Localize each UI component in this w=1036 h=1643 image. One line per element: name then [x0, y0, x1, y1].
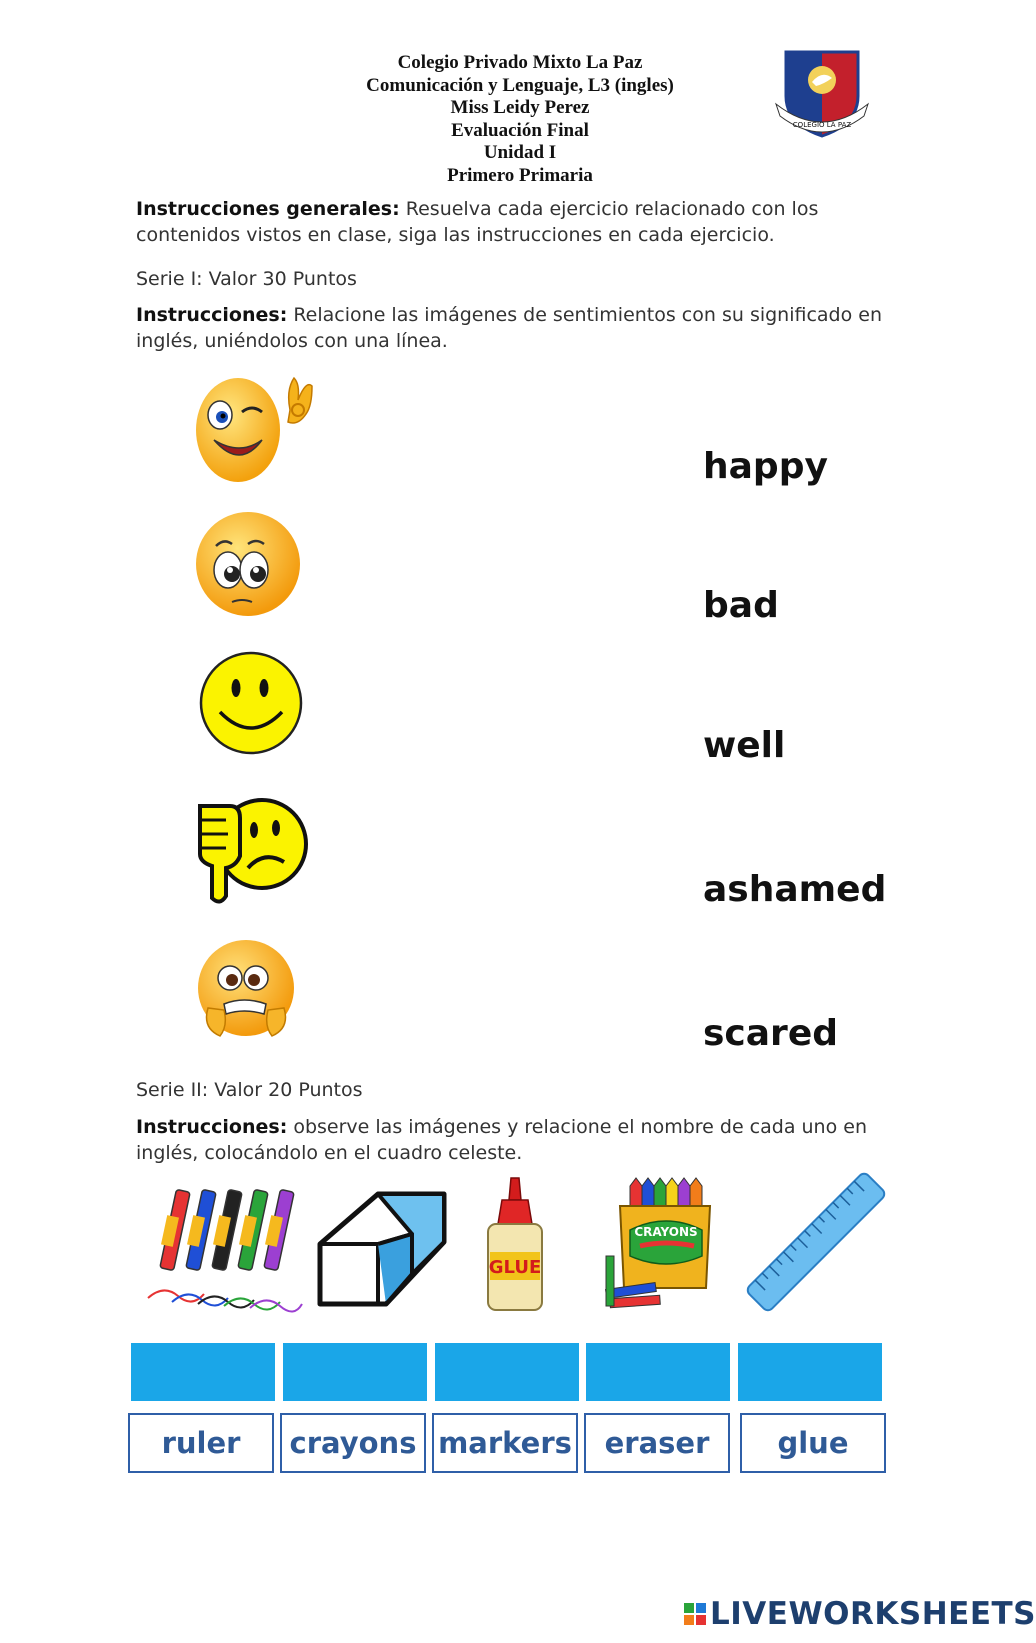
- feeling-word-bad[interactable]: bad: [703, 585, 779, 626]
- liveworksheets-logo-icon: [684, 1603, 706, 1625]
- winking-ok-emoji-icon[interactable]: [190, 370, 330, 485]
- thumbs-down-sad-face-icon[interactable]: [196, 796, 310, 906]
- crayons-box-icon: [606, 1176, 716, 1314]
- embarrassed-emoji-icon[interactable]: [192, 508, 304, 618]
- answer-box-4[interactable]: [586, 1343, 730, 1401]
- word-box-crayons[interactable]: crayons: [280, 1413, 426, 1473]
- answer-box-5[interactable]: [738, 1343, 882, 1401]
- unit-name: Unidad I: [483, 142, 557, 163]
- footer-brand: LIVEWORKSHEETS: [710, 1596, 1036, 1632]
- word-box-ruler[interactable]: ruler: [128, 1413, 274, 1473]
- feeling-word-well[interactable]: well: [703, 725, 786, 766]
- general-instructions-label: Instrucciones generales:: [136, 198, 400, 220]
- word-box-eraser[interactable]: eraser: [584, 1413, 730, 1473]
- feeling-word-scared[interactable]: scared: [703, 1013, 838, 1054]
- serie2-title: Serie II: Valor 20 Puntos: [136, 1079, 363, 1101]
- ruler-icon: [746, 1170, 886, 1314]
- serie2-instructions: [136, 1114, 916, 1166]
- liveworksheets-footer: [684, 1596, 1036, 1632]
- eraser-icon: [316, 1180, 452, 1312]
- feeling-word-happy[interactable]: happy: [703, 446, 828, 487]
- answer-box-3[interactable]: [435, 1343, 579, 1401]
- grade-name: Primero Primaria: [447, 164, 593, 186]
- serie1-title: Serie I: Valor 30 Puntos: [136, 268, 357, 290]
- school-name: Colegio Privado Mixto La Paz: [397, 52, 643, 73]
- serie2-instructions-text: observe las imágenes y relacione el nombre de cada uno en inglés, colocándolo en el cuadro celeste.: [136, 1116, 867, 1164]
- svg-text:GLUE: GLUE: [488, 1257, 542, 1278]
- general-instructions: [136, 196, 916, 248]
- svg-text:CRAYONS: CRAYONS: [634, 1225, 698, 1239]
- smiley-face-icon[interactable]: [198, 650, 304, 756]
- general-instructions-text: Resuelva cada ejercicio relacionado con los contenidos vistos en clase, siga las instrucciones en cada ejercicio.: [136, 198, 819, 246]
- word-box-glue[interactable]: glue: [740, 1413, 886, 1473]
- serie1-instructions-text: Relacione las imágenes de sentimientos con su significado en inglés, uniéndolos con una línea.: [136, 304, 883, 352]
- glue-bottle-icon: [482, 1176, 548, 1314]
- worksheet-header: [280, 52, 760, 187]
- teacher-name: Miss Leidy Perez: [450, 97, 590, 118]
- course-name: Comunicación y Lenguaje, L3 (ingles): [366, 74, 674, 96]
- serie1-instructions: [136, 302, 916, 354]
- answer-box-2[interactable]: [283, 1343, 427, 1401]
- serie2-instructions-label: Instrucciones:: [136, 1116, 288, 1138]
- markers-icon: [144, 1176, 304, 1314]
- answer-box-1[interactable]: [131, 1343, 275, 1401]
- serie1-instructions-label: Instrucciones:: [136, 304, 288, 326]
- svg-text:COLEGIO LA PAZ: COLEGIO LA PAZ: [792, 121, 852, 129]
- school-crest-icon: [772, 44, 872, 140]
- word-box-markers[interactable]: markers: [432, 1413, 578, 1473]
- feeling-word-ashamed[interactable]: ashamed: [703, 869, 887, 910]
- evaluation-name: Evaluación Final: [451, 119, 589, 141]
- scared-emoji-icon[interactable]: [194, 938, 300, 1046]
